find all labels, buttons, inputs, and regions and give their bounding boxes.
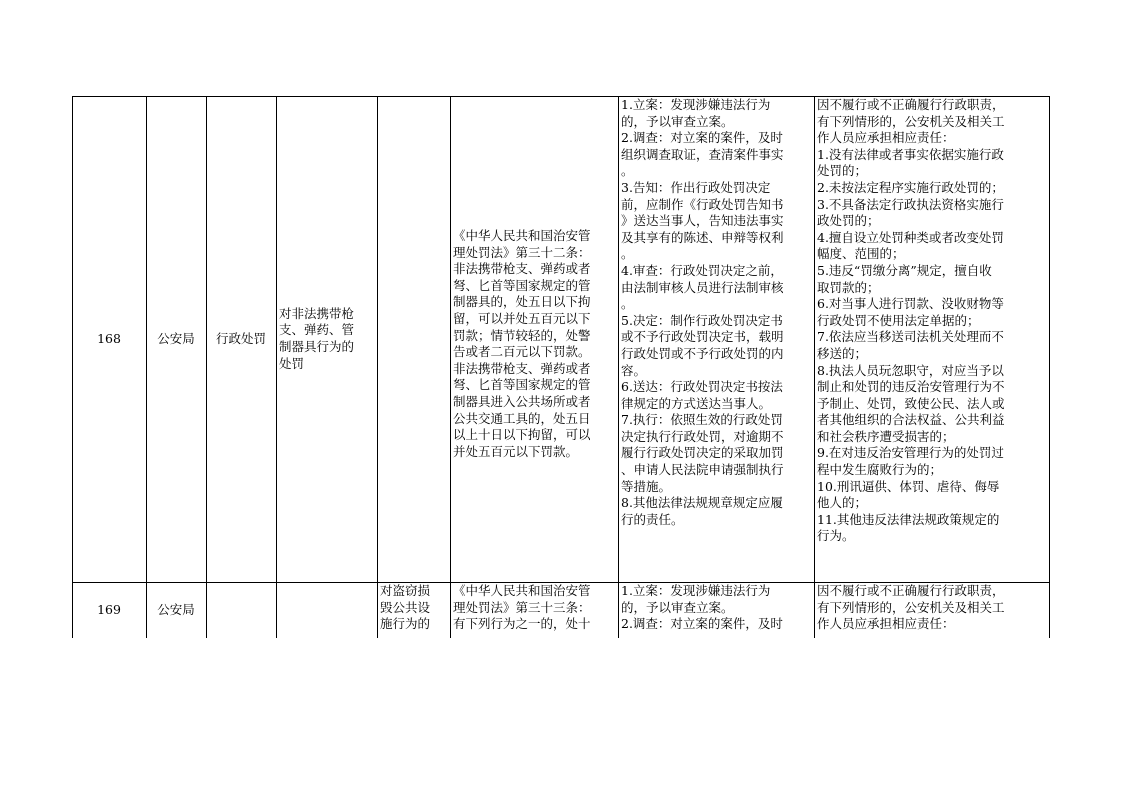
col-border-4 xyxy=(276,96,277,638)
col-border-9 xyxy=(1049,96,1050,638)
row-169-sub-item: 对盗窃损 毁公共设 施行为的 xyxy=(380,583,431,632)
row-168-department: 公安局 xyxy=(157,330,195,346)
table-border-top xyxy=(72,96,1050,97)
col-border-6 xyxy=(450,96,451,638)
col-border-3 xyxy=(206,96,207,638)
col-border-5 xyxy=(377,96,378,638)
row-168-legal-basis: 《中华人民共和国治安管 理处罚法》第三十二条： 非法携带枪支、弹药或者 弩、匕首等国家规定的管 制器具的，处五日以下拘 留，可以并处五百元以下 罚款；情节较轻的，处警 告或者二百元以下罚款。 非法携带枪支、弹药或者 弩、匕首等国家规定的管 制器具进入公共场所或者 公共交通工具的，处五日 以上十日以下拘留，可以 并处五百元以下罚款。 xyxy=(453,228,591,459)
row-169-legal-basis: 《中华人民共和国治安管 理处罚法》第三十三条： 有下列行为之一的，处十 xyxy=(453,583,591,632)
row-169-department: 公安局 xyxy=(157,601,195,617)
row-168-procedure-steps: 1.立案：发现涉嫌违法行为 的，予以审查立案。 2.调查：对立案的案件，及时 组织调查取证，查清案件事实 。 3.告知：作出行政处罚决定 前，应制作《行政处罚告知书 》送达当事人，告知违法事实 及其享有的陈述、申辩等权利 。 4.审查：行政处罚决定之前， 由法制审核人员进行法制审核 。 5.决定：制作行政处罚决定书 或不予行政处罚决定书，载明 行政处罚或不予行政处罚的内 容。 6.送达：行政处罚决定书按法 律规定的方式送达当事人。 7.执行：依照生效的行政处罚 决定执行行政处罚，对逾期不 履行行政处罚决定的采取加罚 、申请人民法院申请强制执行 等措施。 8.其他法律法规规章规定应履 行的责任。 xyxy=(621,97,784,527)
row-169-accountability: 因不履行或不正确履行行政职责， 有下列情形的，公安机关及相关工 作人员应承担相应责任： xyxy=(817,583,1005,632)
row-169-item-name xyxy=(276,582,377,638)
row-168-item-name: 对非法携带枪 支、弹药、管 制器具行为的 处罚 xyxy=(279,305,355,371)
row-168-sub-item xyxy=(377,96,450,582)
row-168-number: 168 xyxy=(97,330,121,346)
col-border-7 xyxy=(618,96,619,638)
row-169-procedure-steps: 1.立案：发现涉嫌违法行为 的，予以审查立案。 2.调查：对立案的案件，及时 xyxy=(621,583,783,632)
row-169-power-type xyxy=(206,582,276,638)
col-border-1 xyxy=(72,96,73,638)
row-168-accountability: 因不履行或不正确履行行政职责， 有下列情形的，公安机关及相关工 作人员应承担相应责任： 1.没有法律或者事实依据实施行政 处罚的； 2.未按法定程序实施行政处罚的； 3.不具备法定行政执法资格实施行 政处罚的； 4.擅自设立处罚种类或者改变处罚 幅度、范围的； 5.违反“罚缴分离”规定，擅自收 取罚款的； 6.对当事人进行罚款、没收财物等 行政处罚不使用法定单据的； 7.依法应当移送司法机关处理而不 移送的； 8.执法人员玩忽职守，对应当予以 制止和处罚的违反治安管理行为不 予制止、处罚，致使公民、法人或 者其他组织的合法权益、公共利益 和社会秩序遭受损害的； 9.在对违反治安管理行为的处罚过 程中发生腐败行为的； 10.刑讯逼供、体罚、虐待、侮辱 他人的； 11.其他违反法律法规政策规定的 行为。 xyxy=(817,97,1005,544)
row-divider xyxy=(72,582,1050,583)
col-border-8 xyxy=(814,96,815,638)
col-border-2 xyxy=(146,96,147,638)
row-168-power-type: 行政处罚 xyxy=(215,330,266,346)
row-169-number: 169 xyxy=(97,601,121,617)
